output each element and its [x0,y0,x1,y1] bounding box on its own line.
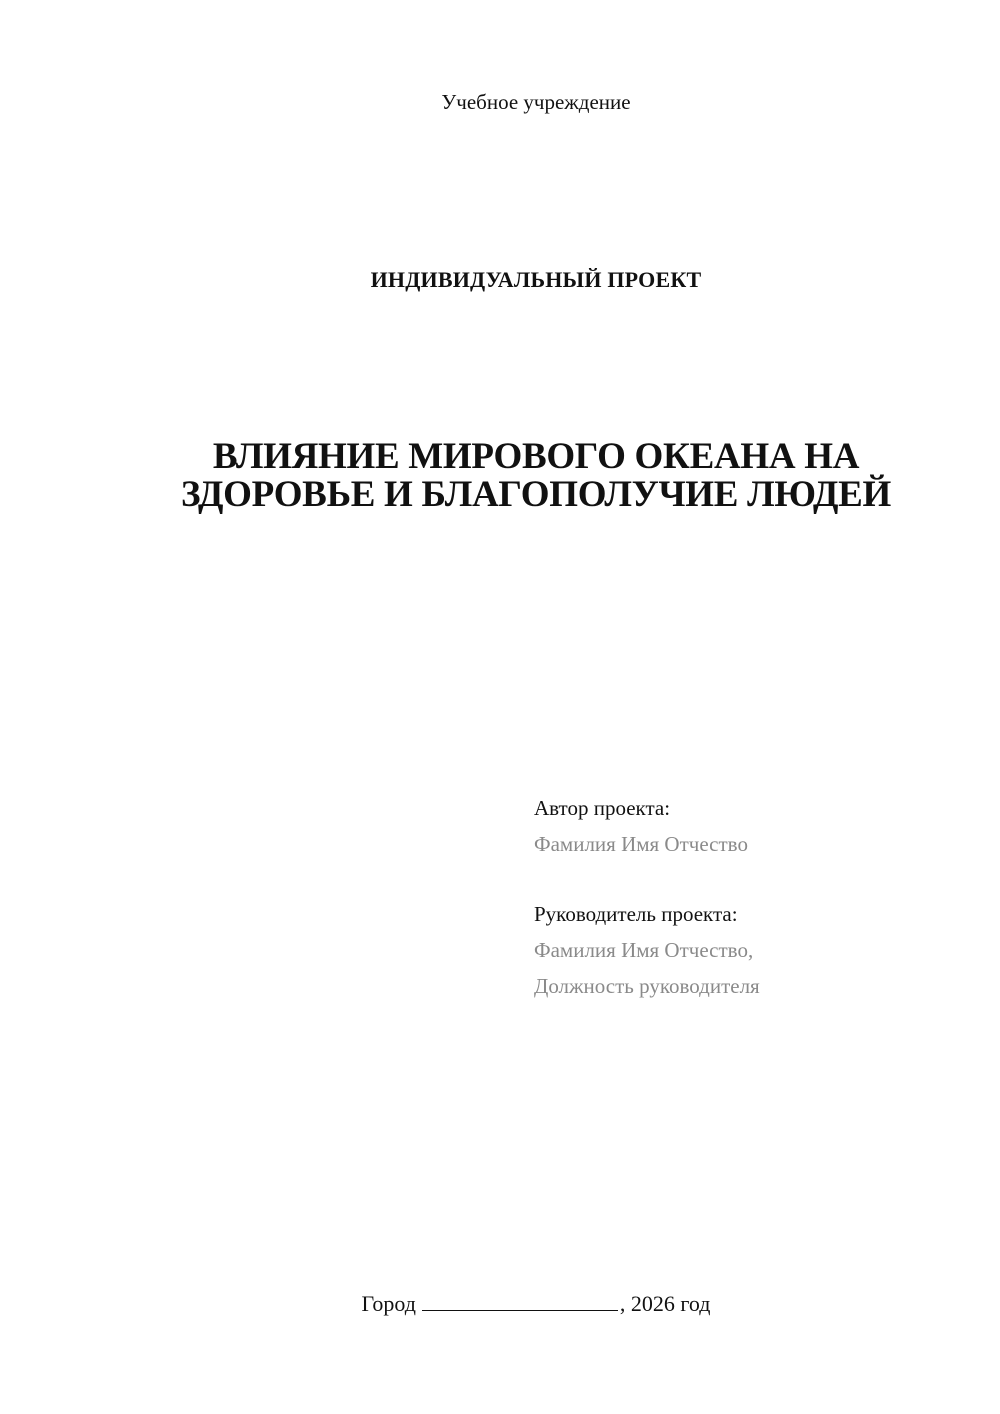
project-title [0,438,1000,514]
year-text: , 2026 год [619,1291,711,1316]
institution-name: Учебное учреждение [441,90,631,114]
project-title-line-2: ЗДОРОВЬЕ И БЛАГОПОЛУЧИЕ ЛЮДЕЙ [181,474,891,515]
credits-block [534,790,974,1004]
city-blank-underline [422,1290,618,1311]
project-title-line-1: ВЛИЯНИЕ МИРОВОГО ОКЕАНА НА [212,436,860,477]
author-block [534,790,974,862]
supervisor-position: Должность руководителя [534,974,760,998]
author-label: Автор проекта: [534,796,671,820]
author-name: Фамилия Имя Отчество [534,832,748,856]
supervisor-name: Фамилия Имя Отчество, [534,938,754,962]
supervisor-label: Руководитель проекта: [534,902,738,926]
project-type-heading: ИНДИВИДУАЛЬНЫЙ ПРОЕКТ [370,267,702,292]
city-label: Город [361,1291,416,1316]
supervisor-block [534,896,974,1004]
city-year-line [0,1290,1000,1317]
